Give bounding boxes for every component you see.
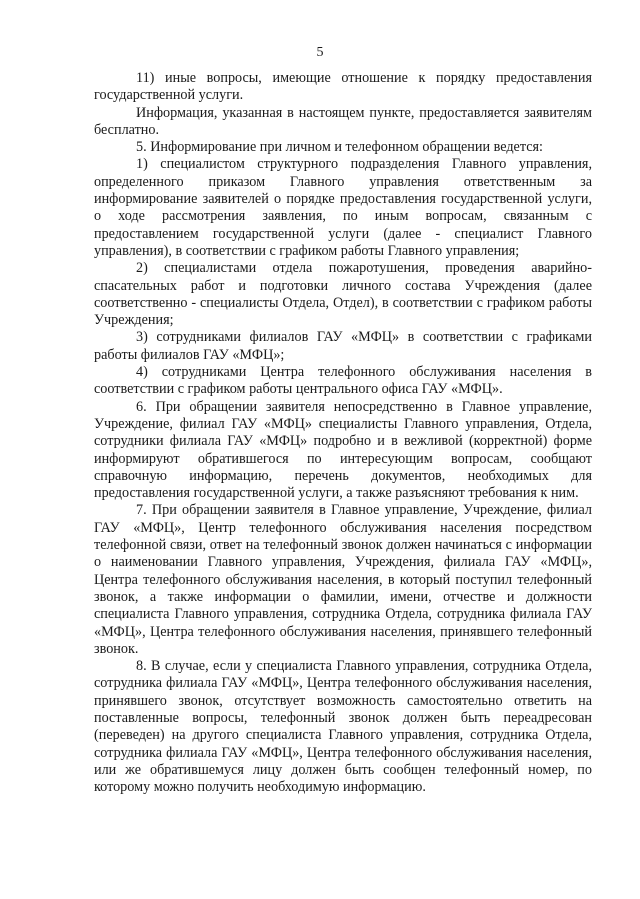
paragraph-section-5: 5. Информирование при личном и телефонном обращении ведется:: [136, 139, 543, 156]
document-body: [94, 70, 592, 796]
paragraph-item-1: 1) специалистом структурного подразделения Главного управления, определенного приказом Главного управления ответственным за информирование заявителей о порядке предоставления государственной услуги, о ходе рассмотрения заявления, по иным вопросам, связанным с предоставлением государственной услуги (далее - специалист Главного управления), в соответствии с графиком работы Главного управления;: [94, 156, 592, 259]
paragraph-item-11: 11) иные вопросы, имеющие отношение к порядку предоставления государственной услуги.: [94, 70, 592, 104]
page-number: 5: [316, 45, 324, 60]
paragraph-item-2: 2) специалистами отдела пожаротушения, проведения аварийно-спасательных работ и подготовки личного состава Учреждения (далее соответственно - специалисты Отдела, Отдел), в соответствии с графиком работы Учреждения;: [94, 260, 592, 329]
paragraph-section-6: 6. При обращении заявителя непосредственно в Главное управление, Учреждение, филиал ГАУ «МФЦ» специалисты Главного управления, Отдела, сотрудники филиала ГАУ «МФЦ» подробно и в вежливой (корректной) форме информируют обратившегося по интересующим вопросам, сообщают справочную информацию, перечень документов, необходимых для предоставления государственной услуги, а также разъясняют требования к ним.: [94, 398, 592, 502]
paragraph-item-4: 4) сотрудниками Центра телефонного обслуживания населения в соответствии с графиком работы центрального офиса ГАУ «МФЦ».: [94, 364, 592, 398]
paragraph-section-8: 8. В случае, если у специалиста Главного управления, сотрудника Отдела, сотрудника филиала ГАУ «МФЦ», Центра телефонного обслуживания населения, принявшего звонок, отсутствует возможность самостоятельно ответить на поставленные вопросы, телефонный звонок должен быть переадресован (переведен) на другого специалиста Главного управления, сотрудника Отдела, сотрудника филиала ГАУ «МФЦ», Центра телефонного обслуживания населения, или же обратившемуся лицу должен быть сообщен телефонный номер, по которому можно получить необходимую информацию.: [94, 658, 592, 796]
paragraph-item-3: 3) сотрудниками филиалов ГАУ «МФЦ» в соответствии с графиками работы филиалов ГАУ «МФЦ»;: [94, 329, 592, 363]
paragraph-free-of-charge: Информация, указанная в настоящем пункте, предоставляется заявителям бесплатно.: [94, 104, 592, 138]
paragraph-section-7: 7. При обращении заявителя в Главное управление, Учреждение, филиал ГАУ «МФЦ», Центр телефонного обслуживания населения посредством телефонной связи, ответ на телефонный звонок должен начинаться с информации о наименовании Главного управления, Учреждения, филиала ГАУ «МФЦ», Центра телефонного обслуживания населения, в который поступил телефонный звонок, а также информации о фамилии, имени, отчестве и должности специалиста Главного управления, сотрудника Отдела, сотрудника филиала ГАУ «МФЦ», Центра телефонного обслуживания населения, принявшего телефонный звонок.: [94, 502, 592, 657]
